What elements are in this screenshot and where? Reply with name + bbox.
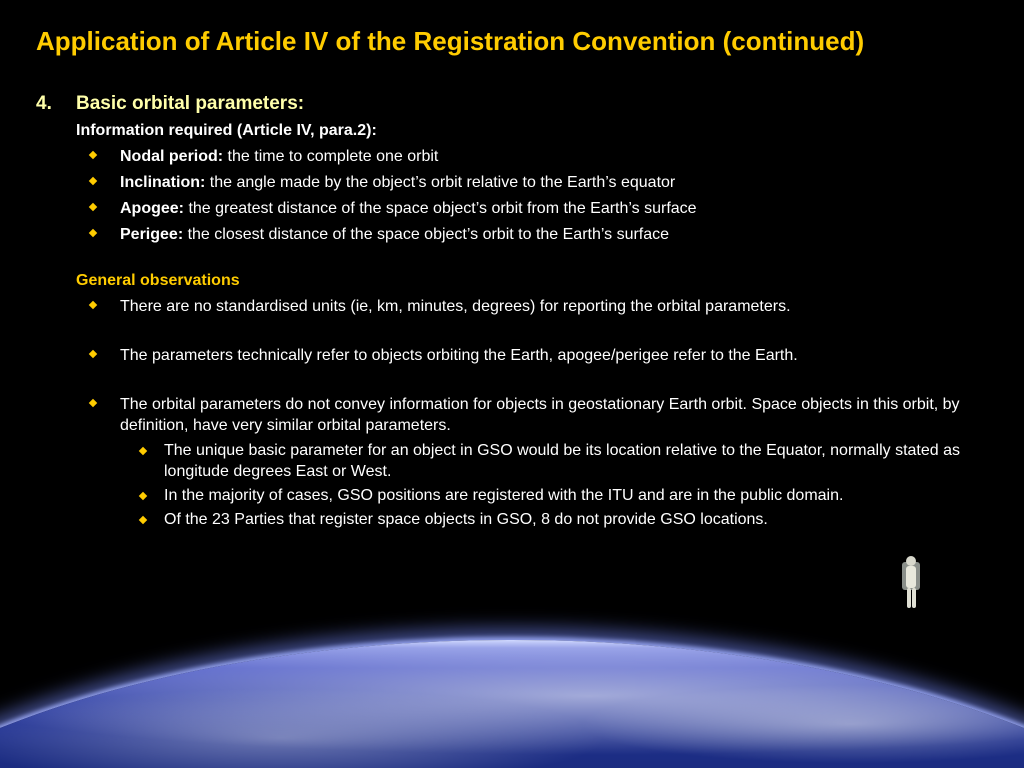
parameter-term: Perigee: — [120, 226, 184, 243]
diamond-bullet-icon — [89, 399, 97, 407]
parameter-text: the angle made by the object’s orbit relative to the Earth’s equator — [205, 174, 676, 191]
observation-text: The orbital parameters do not convey information for objects in geostationary Earth orbit. Space objects in this orbit, by definition, have very similar orbital parameters. — [120, 396, 960, 434]
parameter-list — [36, 144, 996, 248]
diamond-bullet-icon — [89, 203, 97, 211]
list-item — [120, 222, 996, 248]
parameter-text: the time to complete one orbit — [223, 148, 439, 165]
parameter-term: Apogee: — [120, 200, 184, 217]
diamond-bullet-icon — [139, 447, 147, 455]
astronaut-icon — [900, 556, 922, 612]
list-item — [164, 440, 996, 485]
general-observations-heading: General observations — [76, 272, 240, 289]
diamond-bullet-icon — [89, 177, 97, 185]
list-item — [120, 294, 996, 343]
gso-point-text: In the majority of cases, GSO positions are registered with the ITU and are in the public domain. — [164, 487, 844, 504]
observation-text: There are no standardised units (ie, km, minutes, degrees) for reporting the orbital parameters. — [120, 298, 791, 315]
gso-point-text: The unique basic parameter for an object in GSO would be its location relative to the Equator, normally stated as longitude degrees East or West. — [164, 442, 960, 480]
gso-sublist — [120, 440, 996, 533]
diamond-bullet-icon — [89, 301, 97, 309]
list-item — [120, 196, 996, 222]
diamond-bullet-icon — [139, 516, 147, 524]
section-title: Basic orbital parameters: — [76, 93, 305, 114]
parameter-text: the greatest distance of the space object’s orbit from the Earth’s surface — [184, 200, 697, 217]
slide-content — [36, 90, 996, 533]
list-item — [120, 144, 996, 170]
observation-list — [36, 294, 996, 533]
earth-horizon-image — [0, 640, 1024, 768]
diamond-bullet-icon — [89, 350, 97, 358]
diamond-bullet-icon — [89, 151, 97, 159]
observation-text: The parameters technically refer to objects orbiting the Earth, apogee/perigee refer to the Earth. — [120, 347, 798, 364]
list-item — [120, 170, 996, 196]
diamond-bullet-icon — [139, 492, 147, 500]
section-number: 4. — [36, 93, 52, 114]
list-item — [164, 485, 996, 509]
parameter-text: the closest distance of the space object’s orbit to the Earth’s surface — [183, 226, 670, 243]
parameter-term: Nodal period: — [120, 148, 224, 165]
diamond-bullet-icon — [89, 229, 97, 237]
subheading: Information required (Article IV, para.2): — [76, 122, 377, 139]
section-heading — [36, 90, 996, 118]
parameter-term: Inclination: — [120, 174, 206, 191]
gso-point-text: Of the 23 Parties that register space objects in GSO, 8 do not provide GSO locations. — [164, 511, 768, 528]
list-item — [120, 343, 996, 392]
list-item — [120, 392, 996, 533]
slide-title: Application of Article IV of the Registration Convention (continued) — [36, 26, 865, 56]
list-item — [164, 509, 996, 533]
